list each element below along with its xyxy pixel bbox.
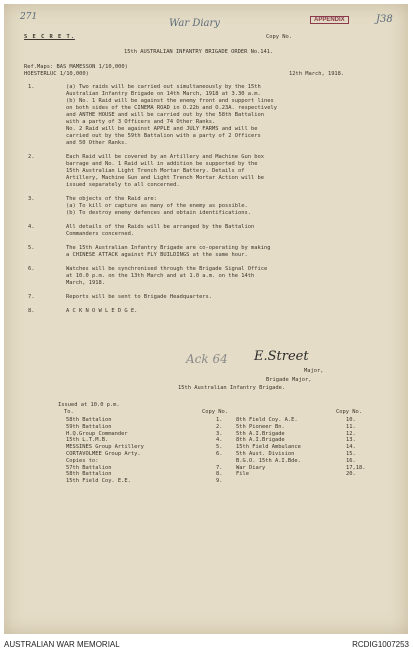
distribution-recipient: 15th L.T.M.B. xyxy=(66,437,109,444)
paragraph-line: 15th Australian Light Trench Mortar Battery. Details of xyxy=(66,168,245,174)
distribution-copy-no: 2. xyxy=(216,423,223,430)
distribution-copy-no: 5. xyxy=(216,444,223,451)
distribution-copy-no: 11. xyxy=(346,423,356,430)
page-number: J38 xyxy=(376,14,393,25)
paragraph-number: 6. xyxy=(28,266,35,272)
copy-no-header: Copy No. xyxy=(202,409,228,415)
distribution-recipient: 8th A.I.Brigade xyxy=(236,437,285,444)
distribution-recipient: 58th Battalion xyxy=(66,417,112,423)
map-reference-1: Ref.Maps: BAS MAMESSON 1/10,000) xyxy=(24,64,128,70)
paragraph-line: Watches will be synchronised through the Brigade Signal Office xyxy=(66,266,268,272)
paragraph-number: 4. xyxy=(28,224,35,230)
distribution-recipient: War Diary xyxy=(236,464,266,471)
distribution-recipient: 5th A.I.Brigade xyxy=(236,430,285,437)
distribution-recipient: 15th Field Coy. E.E. xyxy=(66,478,131,485)
to-label: To. xyxy=(64,409,74,415)
paragraph-line: Reports will be sent to Brigade Headquarters. xyxy=(66,294,213,300)
distribution-copy-no: 10. xyxy=(346,417,356,423)
paragraph-line: All details of the Raids will be arranged by the Battalion xyxy=(66,224,255,230)
distribution-recipient: 5th Pioneer Bn. xyxy=(236,423,285,430)
handwritten-annotation: War Diary xyxy=(169,18,220,29)
order-date: 12th March, 1918. xyxy=(289,71,345,77)
distribution-copy-no: 8. xyxy=(216,471,223,478)
distribution-copy-no: 20. xyxy=(346,471,356,478)
distribution-copy-no: 14. xyxy=(346,444,356,451)
doc-title: S E C R E T. xyxy=(24,34,75,40)
paragraph-number: 2. xyxy=(28,154,35,160)
distribution-copy-no: 7. xyxy=(216,464,223,471)
copy-no: Copy No. xyxy=(266,34,292,40)
distribution-recipient: MESSINES Group Artillery xyxy=(66,444,144,451)
distribution-recipient: B.G.O. 15th A.I.Bde. xyxy=(236,457,301,464)
paragraph-line: A C K N O W L E D G E. xyxy=(66,308,138,314)
paragraph-number: 8. xyxy=(28,308,35,314)
paragraph-line: (a) Two raids will be carried out simultaneously by the 15th xyxy=(66,84,261,90)
order-heading: 15th AUSTRALIAN INFANTRY BRIGADE ORDER No.141. xyxy=(124,49,274,55)
paragraph-line: Commanders concerned. xyxy=(66,231,135,237)
paragraph-number: 3. xyxy=(28,196,35,202)
paragraph-line: No. 2 Raid will be against APPLE and JULY FARMS and will be xyxy=(66,126,258,132)
paragraph-number: 5. xyxy=(28,245,35,251)
distribution-copy-no: 6. xyxy=(216,451,223,457)
paragraph-line: on both sides of the CINEMA ROAD in O.22b and O.23A. respectively xyxy=(66,105,277,111)
document-page xyxy=(4,4,408,634)
distribution-recipient: Copies to: xyxy=(66,457,99,464)
paragraph-line: The objects of the Raid are: xyxy=(66,196,157,202)
distribution-copy-no: 15. xyxy=(346,451,356,457)
distribution-copy-no: 3. xyxy=(216,430,223,437)
distribution-recipient: 59th Battalion xyxy=(66,423,112,430)
margin-ref-number: 271 xyxy=(20,12,38,22)
distribution-recipient: CORTAVOLMEE Group Arty. xyxy=(66,451,141,457)
distribution-recipient: 15th Field Ambulance xyxy=(236,444,301,451)
signature: E.Street xyxy=(254,349,309,364)
paragraph-line: March, 1918. xyxy=(66,280,105,286)
paragraph-number: 1. xyxy=(28,84,35,90)
map-reference-2: HOESTERLUC 1/10,000) xyxy=(24,71,89,77)
paragraph-line: with a party of 3 Officers and 74 Other Ranks. xyxy=(66,119,216,125)
distribution-copy-no: 4. xyxy=(216,437,223,444)
issued-time: Issued at 10.0 p.m. xyxy=(58,402,120,408)
footer-bar xyxy=(0,636,413,654)
paragraph-line: and 50 Other Ranks. xyxy=(66,140,128,146)
paragraph-line: (b) To destroy enemy defences and obtain identifications. xyxy=(66,210,251,216)
paragraph-line: Each Raid will be covered by an Artillery and Machine Gun box xyxy=(66,154,264,160)
paragraph-line: carried out by the 59th Battalion with a party of 2 Officers xyxy=(66,133,261,139)
paragraph-number: 7. xyxy=(28,294,35,300)
appendix-stamp: APPENDIX xyxy=(310,16,349,24)
paragraph-line: Artillery, Machine Gun and Light Trench Mortar Action will be xyxy=(66,175,264,181)
signature-unit: 15th Australian Infantry Brigade. xyxy=(178,385,286,391)
distribution-copy-no: 1. xyxy=(216,417,223,423)
distribution-recipient: 58th Battalion xyxy=(66,471,112,478)
distribution-recipient: File xyxy=(236,471,249,478)
distribution-copy-no: 16. xyxy=(346,457,356,464)
footer-source: AUSTRALIAN WAR MEMORIAL xyxy=(4,640,120,649)
paragraph-line: The 15th Australian Infantry Brigade are co-operating by making xyxy=(66,245,271,251)
distribution-recipient: 57th Battalion xyxy=(66,464,112,471)
copy-no-header-2: Copy No. xyxy=(336,409,362,415)
paragraph-line: and ANTHE HOUSE and will be carried out by the 58th Battalion xyxy=(66,112,264,118)
distribution-recipient: 8th Field Coy. A.E. xyxy=(236,417,298,423)
footer-id: RCDIG1007253 xyxy=(352,640,409,649)
distribution-copy-no: 17,18. xyxy=(346,464,366,471)
paragraph-line: issued separately to all concerned. xyxy=(66,182,180,188)
paragraph-line: (a) To kill or capture as many of the enemy as possible. xyxy=(66,203,248,209)
paragraph-line: barrage and No. 1 Raid will in addition be supported by the xyxy=(66,161,258,167)
paragraph-line: Australian Infantry Brigade on 14th March, 1918 at 3.30 a.m. xyxy=(66,91,261,97)
distribution-copy-no: 9. xyxy=(216,478,223,485)
distribution-recipient: H.Q.Group Commander xyxy=(66,430,128,437)
distribution-recipient: 5th Aust. Division xyxy=(236,451,295,457)
distribution-copy-no: 12. xyxy=(346,430,356,437)
distribution-copy-no: 13. xyxy=(346,437,356,444)
paragraph-line: (b) No. 1 Raid will be against the enemy front and support lines xyxy=(66,98,274,104)
ack-handwriting: Ack 64 xyxy=(186,352,228,366)
signature-rank: Major, xyxy=(304,368,324,374)
paragraph-line: at 10.0 p.m. on the 13th March and at 1.0 a.m. on the 14th xyxy=(66,273,255,279)
paragraph-line: a CHINESE ATTACK against FLY BUILDINGS at the same hour. xyxy=(66,252,248,258)
signature-role: Brigade Major, xyxy=(266,377,312,383)
